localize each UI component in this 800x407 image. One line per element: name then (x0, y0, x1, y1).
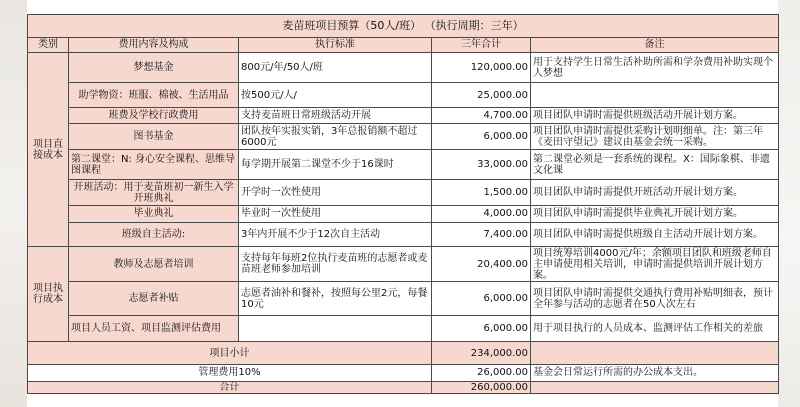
title-row (28, 15, 779, 38)
row-note: 项目团队申请时需提供采购计划明细单。注：第三年《麦田守望记》建议由基金会统一采购。 (531, 124, 779, 150)
grand-total-label: 合计 (28, 381, 432, 393)
table-row (28, 247, 779, 282)
row-item: 班费及学校行政费用 (69, 107, 239, 124)
subtotal-note (531, 342, 779, 365)
row-item: 项目人员工资、项目监测评估费用 (69, 316, 239, 342)
category-direct-cost: 项目直接成本 (28, 53, 69, 247)
left-background-strip (0, 0, 27, 407)
category-execution-cost: 项目执行成本 (28, 247, 69, 342)
row-standard: 支持麦苗班日常班级活动开展 (239, 107, 432, 124)
row-note: 项目团队申请时需提供开班活动开展计划方案。 (531, 180, 779, 206)
row-item: 图书基金 (69, 124, 239, 150)
row-standard: 800元/年/50人/班 (239, 53, 432, 83)
row-standard (239, 316, 432, 342)
budget-table (27, 14, 779, 394)
row-standard: 每学期开展第二课堂不少于16课时 (239, 150, 432, 180)
row-note: 用于项目执行的人员成本、监测评估工作相关的差旅 (531, 316, 779, 342)
table-row (28, 107, 779, 124)
management-note: 基金会日常运行所需的办公成本支出。 (531, 365, 779, 382)
management-label: 管理费用10% (28, 365, 432, 382)
row-standard: 开学时一次性使用 (239, 180, 432, 206)
table-row (28, 83, 779, 108)
row-total: 4,000.00 (432, 206, 531, 223)
row-standard: 志愿者油补和餐补，按照每公里2元，每餐10元 (239, 282, 432, 316)
row-total: 120,000.00 (432, 53, 531, 83)
table-row (28, 124, 779, 150)
grand-total-value: 260,000.00 (432, 381, 531, 393)
row-item: 开班活动：用于麦苗班初一新生入学开班典礼 (69, 180, 239, 206)
header-content: 费用内容及构成 (69, 37, 239, 52)
row-item: 教师及志愿者培训 (69, 247, 239, 282)
row-total: 33,000.00 (432, 150, 531, 180)
row-total: 7,400.00 (432, 222, 531, 247)
management-total: 26,000.00 (432, 365, 531, 382)
row-item: 志愿者补贴 (69, 282, 239, 316)
table-row (28, 150, 779, 180)
row-total: 20,400.00 (432, 247, 531, 282)
row-total: 6,000.00 (432, 316, 531, 342)
subtotal-label: 项目小计 (28, 342, 432, 365)
row-note: 项目团队申请时需提供毕业典礼开展计划方案。 (531, 206, 779, 223)
table-row (28, 206, 779, 223)
row-item: 梦想基金 (69, 53, 239, 83)
subtotal-total: 234,000.00 (432, 342, 531, 365)
table-title: 麦苗班项目预算（50人/班） （执行周期：三年） (28, 15, 779, 38)
row-note: 第二课堂必须是一套系统的课程。X：国际象棋、非遗文化课 (531, 150, 779, 180)
row-standard: 按500元/人/ (239, 83, 432, 108)
row-note: 项目团队申请时需提供交通执行费用补贴明细表，预计全年参与活动的志愿者在50人次左右 (531, 282, 779, 316)
row-total: 6,000.00 (432, 282, 531, 316)
row-total: 1,500.00 (432, 180, 531, 206)
grand-total-note (531, 381, 779, 393)
management-row (28, 365, 779, 382)
header-category: 类别 (28, 37, 69, 52)
table-row (28, 53, 779, 83)
row-note: 项目团队申请时需提供班级活动开展计划方案。 (531, 107, 779, 124)
table-row (28, 316, 779, 342)
row-item: 第二课堂：N: 身心安全课程、思维导图课程 (69, 150, 239, 180)
header-row (28, 37, 779, 52)
row-item: 助学物资：班服、棉被、生活用品 (69, 83, 239, 108)
row-note (531, 83, 779, 108)
row-note: 项目统筹培训4000元/年；余额项目团队和班级老师自主申请使用相关培训，申请时需提供培训开展计划方案。 (531, 247, 779, 282)
right-background-strip (778, 0, 800, 407)
table-row (28, 180, 779, 206)
row-standard: 团队按年实报实销，3年总报销额不超过6000元 (239, 124, 432, 150)
row-total: 6,000.00 (432, 124, 531, 150)
row-note: 用于支持学生日常生活补助所需和学杂费用补助实现个人梦想 (531, 53, 779, 83)
subtotal-row (28, 342, 779, 365)
header-total: 三年合计 (432, 37, 531, 52)
table-row (28, 222, 779, 247)
row-standard: 3年内开展不少于12次自主活动 (239, 222, 432, 247)
row-item: 毕业典礼 (69, 206, 239, 223)
row-item: 班级自主活动: (69, 222, 239, 247)
header-standard: 执行标准 (239, 37, 432, 52)
row-total: 25,000.00 (432, 83, 531, 108)
grand-total-row (28, 381, 779, 393)
table-row (28, 282, 779, 316)
row-total: 4,700.00 (432, 107, 531, 124)
row-note: 项目团队申请时需提供班级自主活动开展计划方案。 (531, 222, 779, 247)
header-note: 备注 (531, 37, 779, 52)
row-standard: 支持每年每班2位执行麦苗班的志愿者或麦苗班老师参加培训 (239, 247, 432, 282)
row-standard: 毕业时一次性使用 (239, 206, 432, 223)
